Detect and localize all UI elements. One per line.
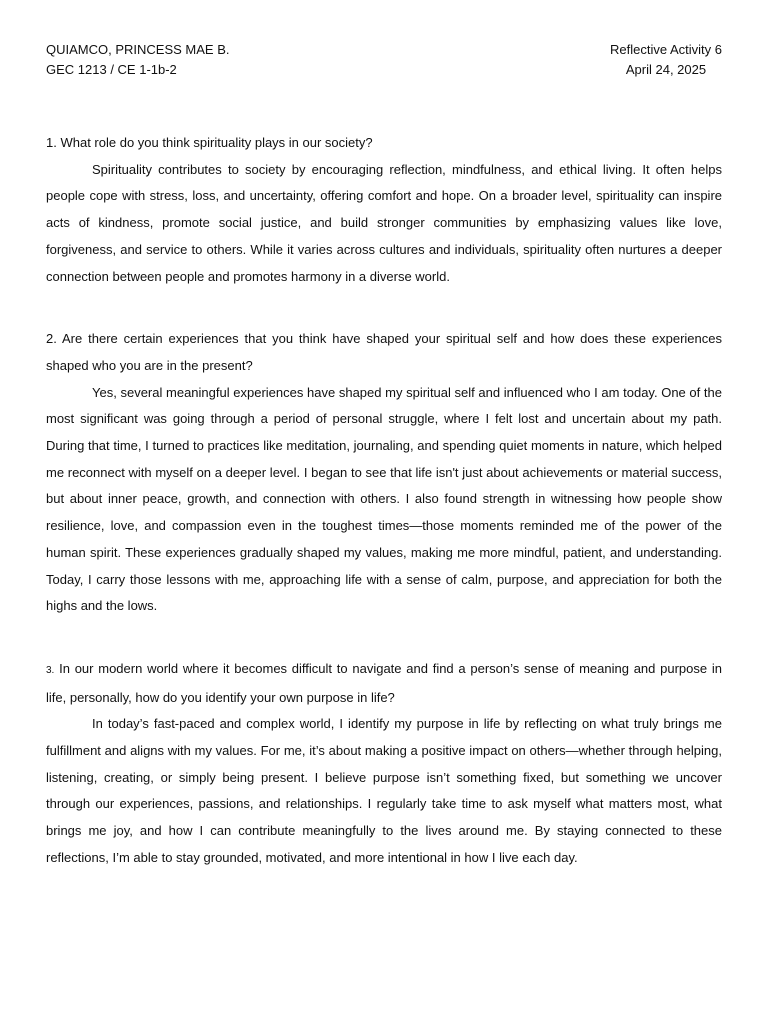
activity-title: Reflective Activity 6: [610, 42, 722, 57]
answer-3: In today’s fast-paced and complex world, I identify my purpose in life by reflecting on what truly brings me fulfillment and aligns with my values. For me, it’s about making a positive impact on others—whether through helping, listening, creating, or simply being present. I believe purpose isn’t something fixed, but something we uncover through our experiences, passions, and relationships. I regularly take time to ask myself what matters most, what brings me joy, and how I can contribute meaningfully to the lives around me. By staying connected to these reflections, I’m able to stay grounded, motivated, and more intentional in how I live each day.: [46, 716, 722, 865]
question-1: [46, 130, 722, 157]
answer-2: Yes, several meaningful experiences have shaped my spiritual self and influenced who I am today. One of the most significant was going through a period of personal struggle, where I felt lost and uncertain about my path. During that time, I turned to practices like meditation, journaling, and spending quiet moments in nature, which helped me reconnect with myself on a deeper level. I began to see that life isn't just about achievements or material success, but about inner peace, growth, and connection with others. I also found strength in witnessing how people show resilience, love, and compassion even in the toughest times—those moments reminded me of the power of the human spirit. These experiences gradually shaped my values, making me more mindful, patient, and understanding. Today, I carry those lessons with me, approaching life with a sense of calm, purpose, and appreciation for both the highs and the lows.: [46, 384, 722, 614]
section-2: [46, 326, 722, 620]
question-number: 1.: [46, 135, 57, 150]
student-info: [46, 40, 229, 80]
question-text: What role do you think spirituality plays in our society?: [60, 135, 373, 150]
question-text: Are there certain experiences that you think have shaped your spiritual self and how does these experiences shaped who you are in the present?: [46, 331, 722, 373]
question-number: 2.: [46, 331, 57, 347]
student-name: QUIAMCO, PRINCESS MAE B.: [46, 42, 230, 57]
section-3: [46, 656, 722, 872]
question-2: [46, 326, 722, 379]
section-1: [46, 130, 722, 290]
answer-1: Spirituality contributes to society by encouraging reflection, mindfulness, and ethical living. It often helps people cope with stress, loss, and uncertainty, offering comfort and hope. On a broader level, spirituality can inspire acts of kindness, promote social justice, and build stronger communities by emphasizing values like love, forgiveness, and service to others. While it varies across cultures and individuals, spirituality often nurtures a deeper connection between people and promotes harmony in a diverse world.: [46, 161, 722, 284]
question-number: 3.: [46, 664, 55, 676]
document-page: [46, 40, 722, 872]
activity-info: [610, 40, 722, 80]
document-header: [46, 40, 722, 80]
question-3: [46, 656, 722, 711]
activity-date: April 24, 2025: [625, 62, 707, 77]
question-text: In our modern world where it becomes difficult to navigate and find a person’s sense of meaning and purpose in life, personally, how do you identify your own purpose in life?: [46, 660, 722, 705]
course-code: GEC 1213 / CE 1-1b-2: [46, 62, 177, 77]
